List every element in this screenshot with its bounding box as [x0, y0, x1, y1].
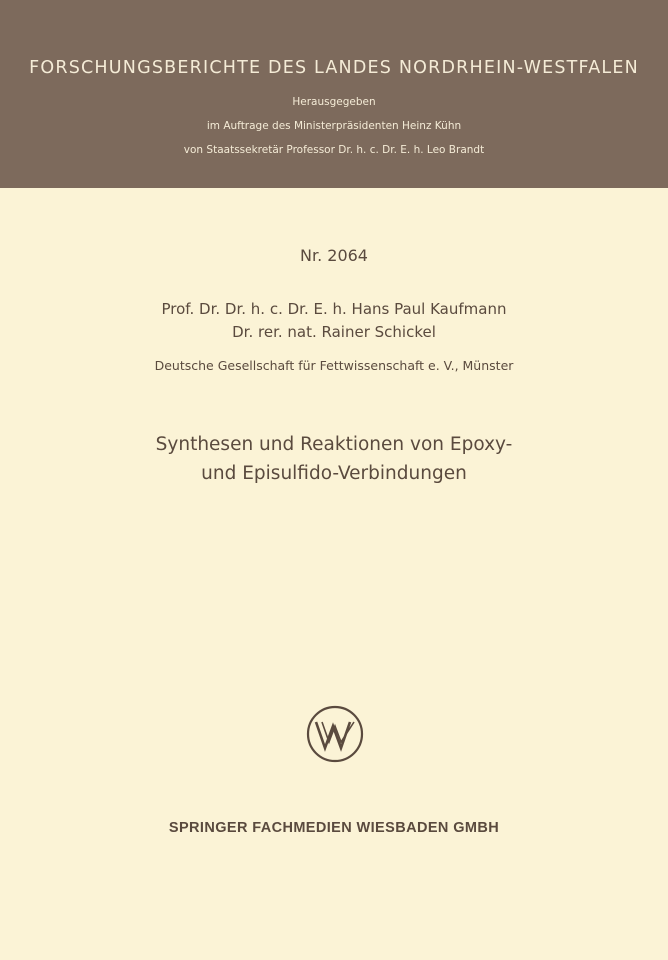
author-secondary: Dr. rer. nat. Rainer Schickel [232, 323, 436, 341]
author-primary: Prof. Dr. Dr. h. c. Dr. E. h. Hans Paul Kaufmann [161, 300, 507, 318]
editor-line-commission: im Auftrage des Ministerpräsidenten Heinz Kühn [206, 120, 462, 132]
report-number: Nr. 2064 [300, 246, 368, 265]
institute-line: Deutsche Gesellschaft für Fettwissenschaft e. V., Münster [154, 358, 514, 373]
cover-body [0, 188, 668, 960]
vw-monogram-logo-icon [305, 704, 365, 764]
editor-line-editor: Herausgegeben [292, 96, 376, 108]
editor-line-secretary: von Staatssekretär Professor Dr. h. c. Dr. E. h. Leo Brandt [183, 144, 485, 156]
series-title: FORSCHUNGSBERICHTE DES LANDES NORDRHEIN-WESTFALEN [29, 58, 639, 78]
book-title-line-2: und Episulfido-Verbindungen [201, 463, 467, 484]
series-header-band [0, 0, 668, 188]
book-title-line-1: Synthesen und Reaktionen von Epoxy- [155, 434, 513, 455]
publisher-name: SPRINGER FACHMEDIEN WIESBADEN GMBH [168, 820, 500, 836]
